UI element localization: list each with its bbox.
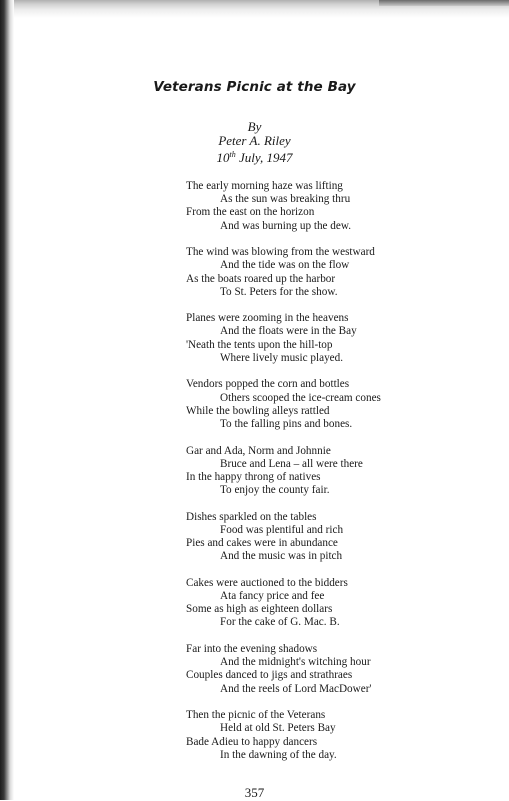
poem-line: Cakes were auctioned to the bidders xyxy=(186,576,348,589)
stanza xyxy=(186,445,486,498)
poem-line: And the floats were in the Bay xyxy=(220,325,357,338)
stanza xyxy=(186,511,486,564)
stanza xyxy=(186,709,486,762)
poem-line: In the happy throng of natives xyxy=(186,470,321,483)
poem-line: Food was plentiful and rich xyxy=(220,523,344,536)
poem-line: Vendors popped the corn and bottles xyxy=(186,378,350,391)
poem-line: The wind was blowing from the westward xyxy=(186,246,375,259)
stanza xyxy=(186,378,486,431)
poem-line: From the east on the horizon xyxy=(186,206,315,219)
poem-line: Bade Adieu to happy dancers xyxy=(186,735,318,748)
poem-body xyxy=(186,180,486,775)
poem-line: And the music was in pitch xyxy=(220,550,343,563)
poem-line: Couples danced to jigs and strathraes xyxy=(186,669,353,682)
byline-by: By xyxy=(247,119,262,134)
poem-line: Then the picnic of the Veterans xyxy=(186,709,326,722)
poem-line: Bruce and Lena – all were there xyxy=(220,457,363,470)
stanza xyxy=(186,643,486,696)
poem-line: And the midnight's witching hour xyxy=(220,656,371,669)
poem-line: Dishes sparkled on the tables xyxy=(186,510,317,523)
poem-line: To St. Peters for the show. xyxy=(220,285,338,298)
poem-line: For the cake of G. Mac. B. xyxy=(220,616,340,629)
stanza xyxy=(186,577,486,630)
poem-line: To the falling pins and bones. xyxy=(220,417,353,430)
byline-author: Peter A. Riley xyxy=(218,133,291,148)
page-number: 357 xyxy=(244,785,265,800)
stanza xyxy=(186,246,486,299)
stanza xyxy=(186,180,486,233)
poem-line: 'Neath the tents upon the hill-top xyxy=(186,338,333,351)
poem-line: In the dawning of the day. xyxy=(220,748,337,761)
byline-date xyxy=(0,148,509,165)
poem-line: The early morning haze was lifting xyxy=(186,180,343,192)
poem-line: Gar and Ada, Norm and Johnnie xyxy=(186,444,331,457)
poem-line: Planes were zooming in the heavens xyxy=(186,312,349,325)
poem-line: As the sun was breaking thru xyxy=(220,193,351,206)
poem-line: Where lively music played. xyxy=(220,351,344,364)
poem-line: While the bowling alleys rattled xyxy=(186,404,330,417)
poem-line: Ata fancy price and fee xyxy=(220,590,325,603)
poem-line: Some as high as eighteen dollars xyxy=(186,603,333,616)
byline xyxy=(0,119,509,165)
poem-line: Far into the evening shadows xyxy=(186,642,318,655)
stanza xyxy=(186,312,486,365)
poem-line: And the reels of Lord MacDower' xyxy=(220,682,372,695)
poem-title: Veterans Picnic at the Bay xyxy=(153,79,356,95)
poem-line: Others scooped the ice-cream cones xyxy=(220,391,381,404)
poem-line: To enjoy the county fair. xyxy=(220,484,330,497)
date-day: 10 xyxy=(216,150,230,165)
date-suffix: th xyxy=(229,150,236,159)
poem-line: And was burning up the dew. xyxy=(220,219,352,232)
poem-line: And the tide was on the flow xyxy=(220,259,350,272)
poem-line: Held at old St. Peters Bay xyxy=(220,722,336,735)
poem-line: Pies and cakes were in abundance xyxy=(186,537,338,550)
poem-line: As the boats roared up the harbor xyxy=(186,272,336,285)
date-rest: July, 1947 xyxy=(235,150,293,165)
